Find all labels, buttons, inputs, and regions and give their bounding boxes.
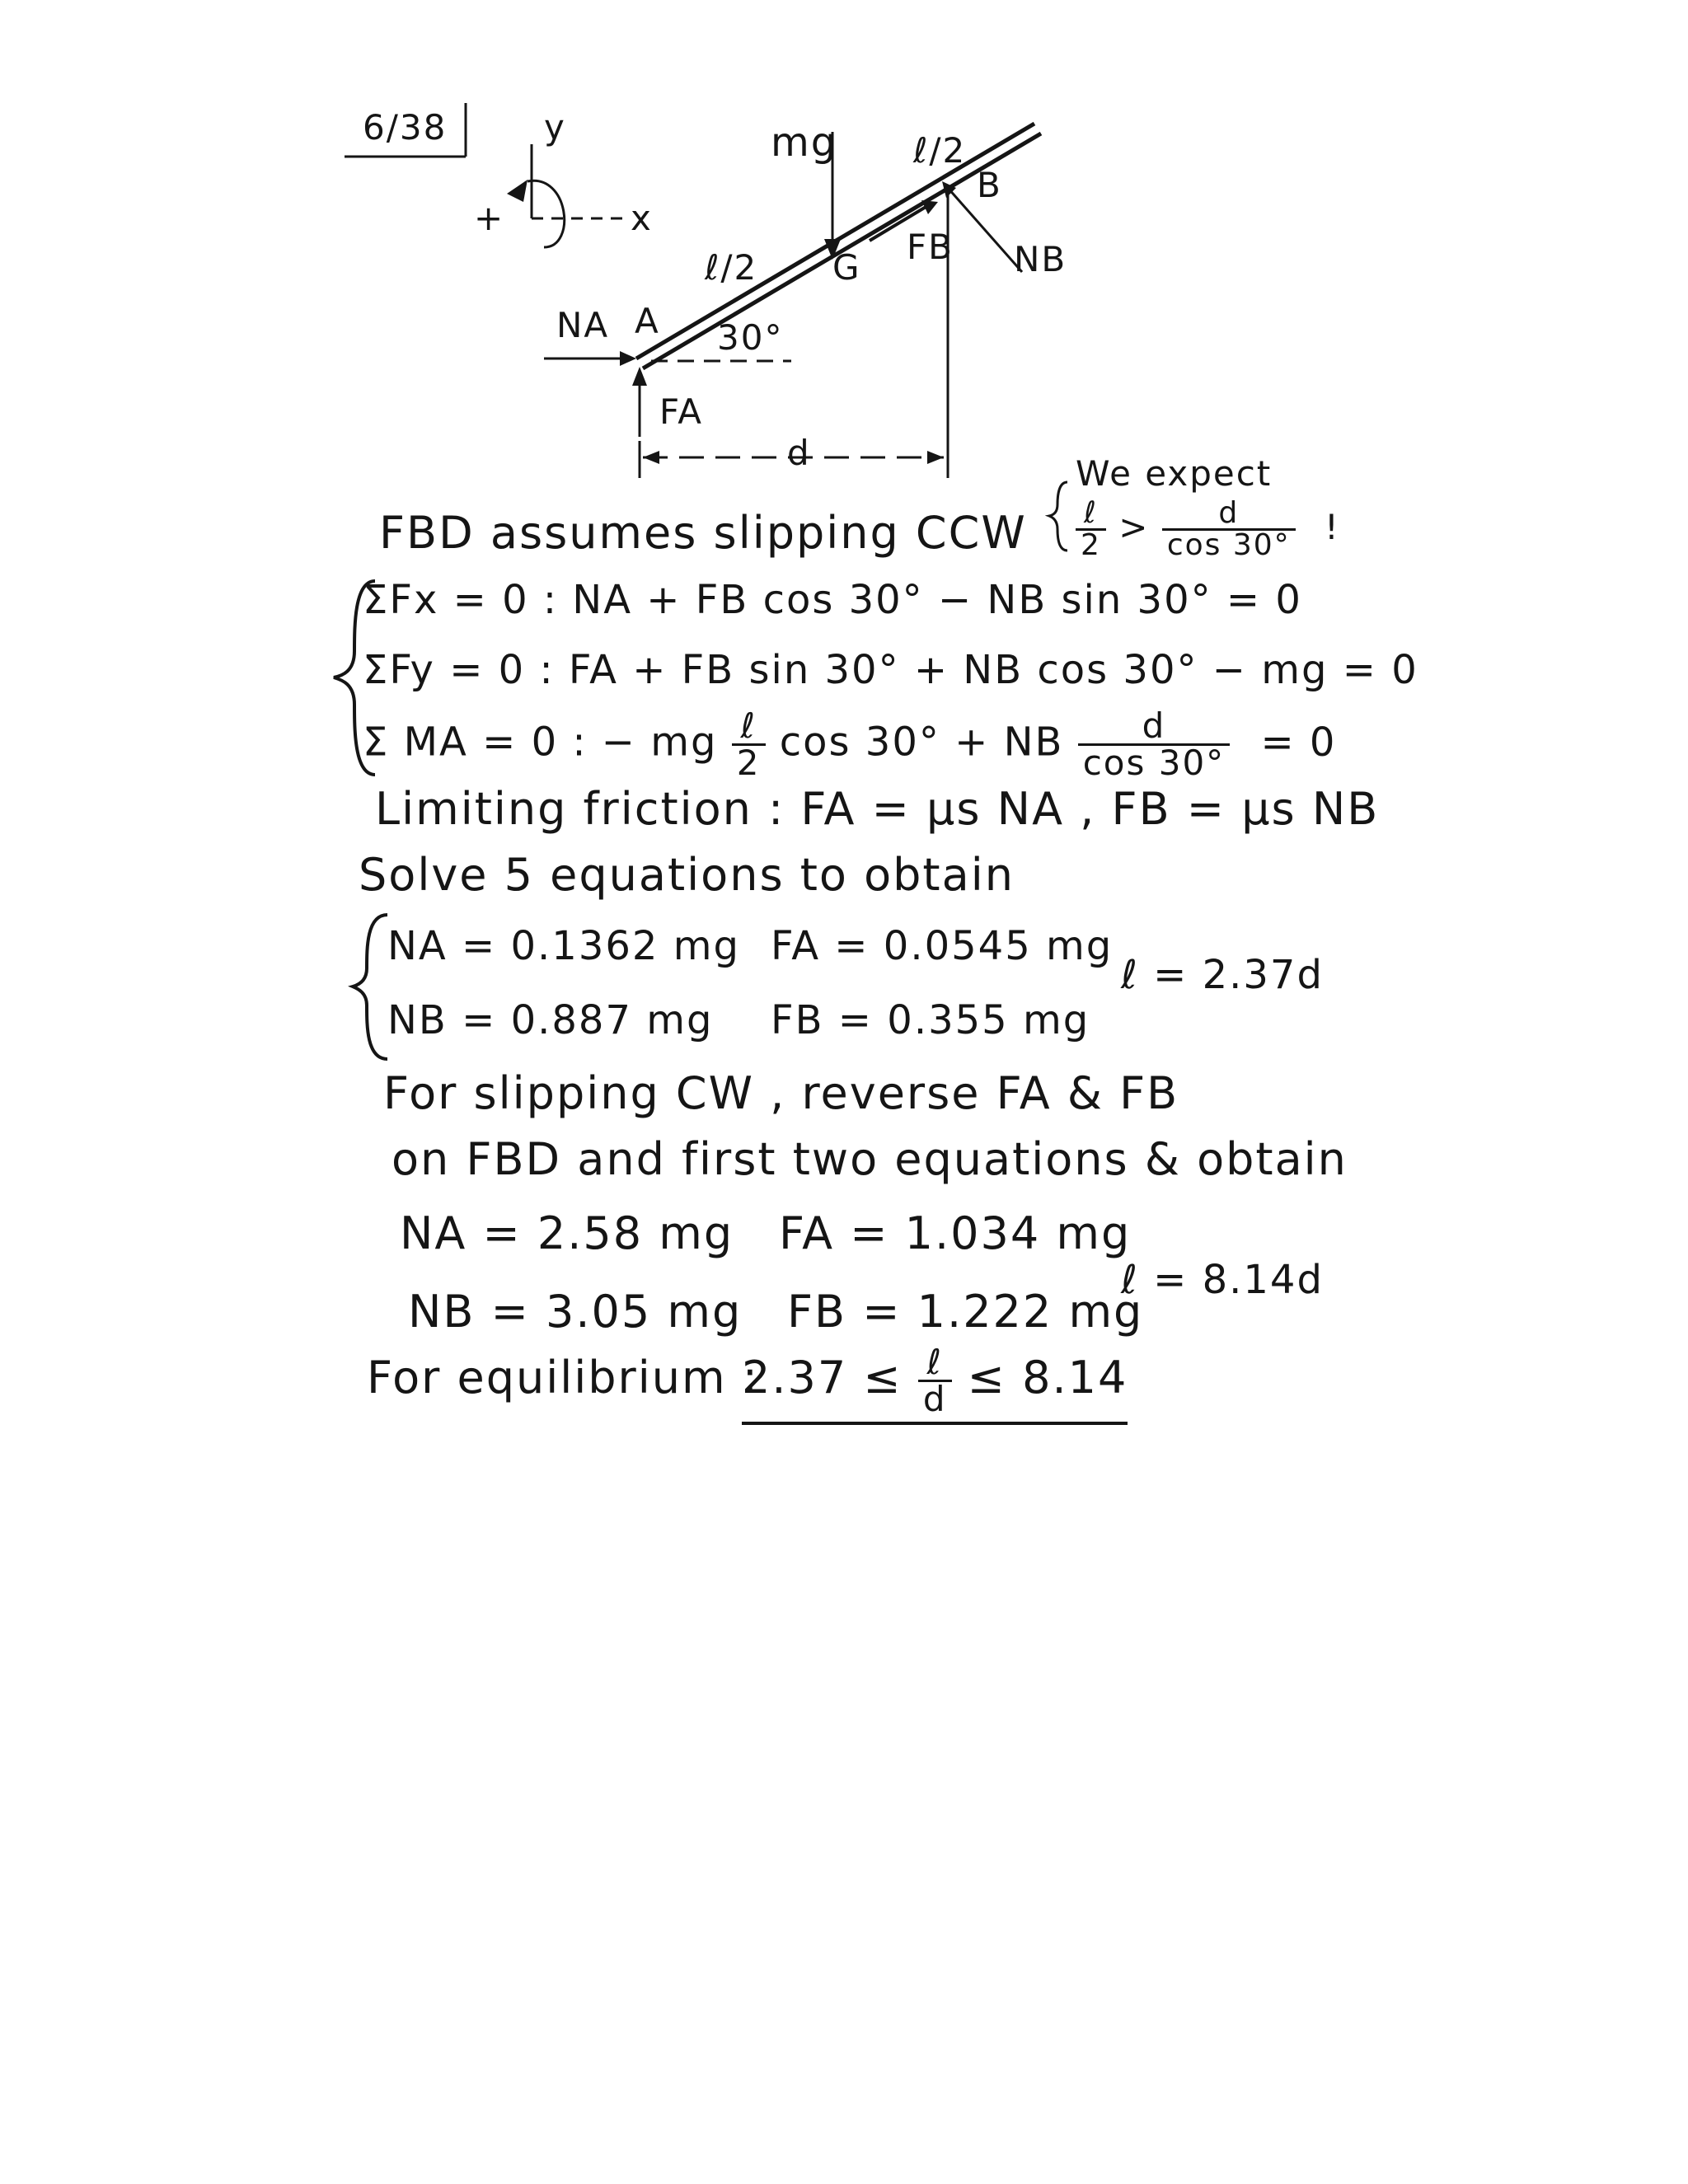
na-result-1: NA = 0.1362 mg xyxy=(387,923,740,969)
equilibrium-den: d xyxy=(922,1379,947,1419)
problem-number: 6/38 xyxy=(363,107,448,148)
fa-result-1: FA = 0.0545 mg xyxy=(771,923,1114,969)
equilibrium-fraction xyxy=(918,1342,952,1419)
na-result-2: NA = 2.58 mg xyxy=(400,1207,734,1259)
mg-label: mg xyxy=(771,120,838,166)
expect-rhs-fraction xyxy=(1162,496,1296,562)
nb-result-2: NB = 3.05 mg xyxy=(408,1286,743,1338)
ccw-positive-sign: + xyxy=(474,198,505,238)
length-result-2: ℓ = 8.14d xyxy=(1121,1257,1324,1303)
solution1-brace xyxy=(353,915,387,1059)
nb-label: NB xyxy=(1014,239,1067,279)
eq3-frac1-den: 2 xyxy=(736,743,761,783)
point-g-label: G xyxy=(832,247,861,288)
expect-rhs-num: d xyxy=(1162,499,1296,531)
expect-inequality xyxy=(1076,496,1340,562)
expect-heading: We expect xyxy=(1076,453,1273,494)
equilibrium-upper: ≤ 8.14 xyxy=(967,1352,1128,1404)
point-a-label: A xyxy=(635,301,660,341)
solve-instruction: Solve 5 equations to obtain xyxy=(359,849,1015,901)
na-label: NA xyxy=(556,305,610,345)
fbd-assumption: FBD assumes slipping CCW xyxy=(379,507,1027,559)
ccw-arrowhead xyxy=(507,180,528,202)
eq3-fraction-2 xyxy=(1078,705,1230,783)
expect-lhs-den: 2 xyxy=(1081,528,1101,562)
d-right-arrowhead xyxy=(927,451,944,464)
distance-d-label: d xyxy=(787,433,811,473)
fb-result-2: FB = 1.222 mg xyxy=(787,1286,1144,1338)
expect-exclamation: ! xyxy=(1325,507,1340,547)
eq3-frac1-num: ℓ xyxy=(732,709,766,746)
equilibrium-range xyxy=(742,1342,1128,1425)
ccw-arc xyxy=(528,180,565,247)
angle-label: 30° xyxy=(717,317,784,358)
equation-sum-fx: ΣFx = 0 : NA + FB cos 30° − NB sin 30° = 0 xyxy=(363,577,1302,623)
expect-lhs-num: ℓ xyxy=(1076,499,1106,531)
expect-lhs-fraction xyxy=(1076,496,1106,562)
eq3-frac2-den: cos 30° xyxy=(1082,743,1226,783)
fa-label: FA xyxy=(659,391,704,432)
fa-result-2: FA = 1.034 mg xyxy=(779,1207,1132,1259)
y-axis-label: y xyxy=(544,107,566,148)
x-axis-label: x xyxy=(631,198,653,238)
eq3-frac2-num: d xyxy=(1078,709,1230,746)
nb-result-1: NB = 0.887 mg xyxy=(387,997,714,1043)
length-result-1: ℓ = 2.37d xyxy=(1121,952,1324,998)
cw-instruction-1: For slipping CW , reverse FA & FB xyxy=(383,1067,1179,1119)
expect-rhs-den: cos 30° xyxy=(1166,528,1291,562)
limiting-friction: Limiting friction : FA = μs NA , FB = μs NB xyxy=(375,783,1380,835)
half-length-top-label: ℓ/2 xyxy=(913,130,967,171)
equation-sum-fy: ΣFy = 0 : FA + FB sin 30° + NB cos 30° − mg = 0 xyxy=(363,647,1418,693)
na-arrowhead xyxy=(620,351,636,366)
d-left-arrowhead xyxy=(643,451,659,464)
point-b-label: B xyxy=(977,165,1002,205)
eq3-fraction-1 xyxy=(732,705,766,783)
fb-label: FB xyxy=(907,227,954,267)
equilibrium-label: For equilibrium : xyxy=(367,1352,759,1404)
expect-gt: > xyxy=(1118,507,1150,547)
half-length-left-label: ℓ/2 xyxy=(705,247,758,288)
fb-result-1: FB = 0.355 mg xyxy=(771,997,1090,1043)
equilibrium-num: ℓ xyxy=(918,1345,952,1382)
eq3-part-b: cos 30° + NB xyxy=(779,719,1064,766)
eq3-part-c: = 0 xyxy=(1260,719,1337,766)
equilibrium-lower: 2.37 ≤ xyxy=(742,1352,903,1404)
eq3-part-a: Σ MA = 0 : − mg xyxy=(363,719,718,766)
expect-brace xyxy=(1049,482,1067,551)
equation-sum-ma xyxy=(363,705,1337,783)
cw-instruction-2: on FBD and first two equations & obtain xyxy=(392,1133,1348,1185)
